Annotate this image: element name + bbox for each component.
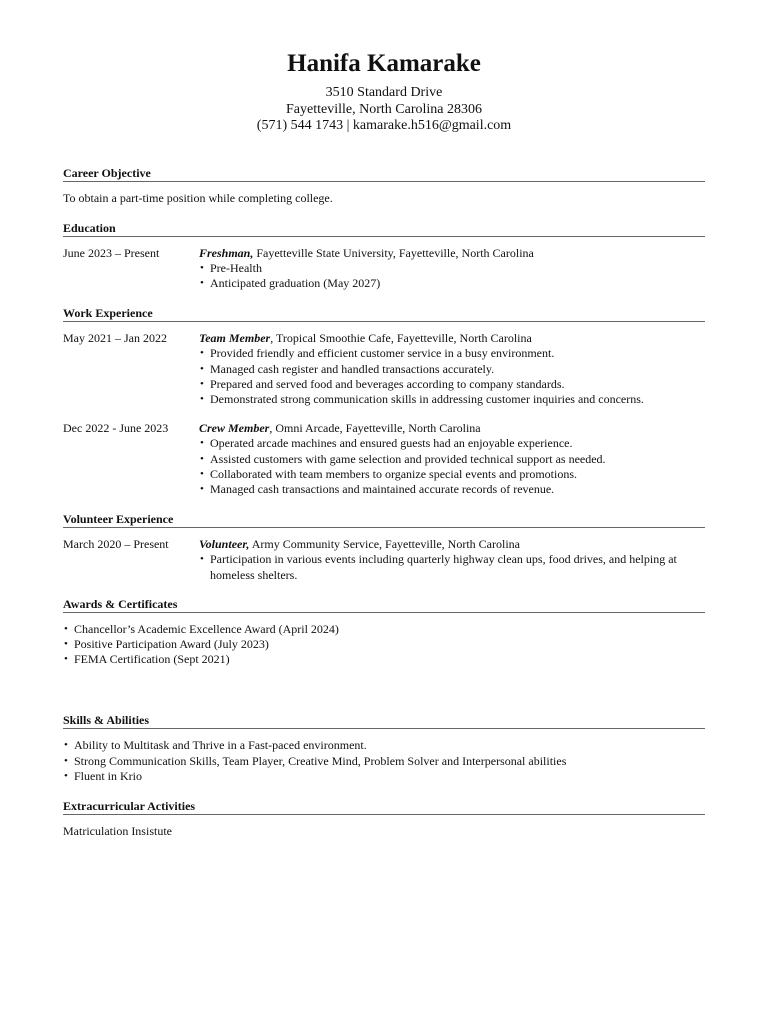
entry-body — [199, 331, 705, 407]
entry-body — [199, 421, 705, 497]
entry-date: May 2021 – Jan 2022 — [63, 331, 167, 346]
entry-org: Fayetteville State University, Fayetteville, North Carolina — [253, 245, 534, 260]
volunteer-experience-section — [63, 512, 705, 583]
education-entry — [63, 246, 705, 292]
address-line-2: Fayetteville, North Carolina 28306 — [286, 101, 482, 117]
resume-header — [63, 48, 705, 135]
list-item: • Prepared and served food and beverages according to company standards. — [199, 377, 705, 392]
career-objective-text: To obtain a part-time position while completing college. — [63, 190, 333, 205]
list-item: • Participation in various events including quarterly highway clean ups, food drives, and helping at homeless shelters. — [199, 552, 705, 582]
entry-body — [199, 537, 705, 583]
candidate-name: Hanifa Kamarake — [287, 50, 481, 77]
volunteer-entry — [63, 537, 705, 583]
entry-role: Team Member — [199, 331, 271, 346]
entry-date: June 2023 – Present — [63, 245, 160, 260]
work-experience-section — [63, 306, 705, 497]
entry-role: Volunteer, — [199, 537, 250, 552]
entry-bullets — [199, 261, 705, 291]
entry-role: Crew Member — [199, 421, 270, 436]
list-item: • Fluent in Krio — [63, 769, 705, 784]
entry-org: , Omni Arcade, Fayetteville, North Carolina — [269, 421, 481, 436]
entry-date: Dec 2022 - June 2023 — [63, 421, 169, 436]
education-section — [63, 221, 705, 292]
section-title: Career Objective — [63, 166, 705, 182]
section-title: Awards & Certificates — [63, 597, 705, 613]
list-item: • Demonstrated strong communication skills in addressing customer inquiries and concerns. — [199, 392, 705, 407]
section-title: Extracurricular Activities — [63, 799, 705, 815]
list-item: • Pre-Health — [199, 261, 705, 276]
work-entry — [63, 331, 705, 407]
extracurricular-text: Matriculation Insistute — [63, 823, 172, 838]
list-item: • FEMA Certification (Sept 2021) — [63, 652, 705, 667]
list-item: • Ability to Multitask and Thrive in a Fast-paced environment. — [63, 738, 705, 753]
resume-page — [63, 48, 705, 839]
list-item: • Collaborated with team members to organize special events and promotions. — [199, 467, 705, 482]
section-title: Education — [63, 221, 705, 237]
list-item: • Managed cash register and handled transactions accurately. — [199, 362, 705, 377]
entry-org: Army Community Service, Fayetteville, North Carolina — [249, 537, 520, 552]
entry-bullets — [199, 552, 705, 582]
entry-role: Freshman, — [199, 245, 254, 260]
section-title: Skills & Abilities — [63, 713, 705, 729]
career-objective-section — [63, 166, 705, 206]
section-title: Volunteer Experience — [63, 512, 705, 528]
list-item: • Chancellor’s Academic Excellence Award (April 2024) — [63, 622, 705, 637]
entry-body — [199, 246, 705, 292]
awards-list — [63, 622, 705, 668]
entry-date: March 2020 – Present — [63, 537, 169, 552]
list-item: • Assisted customers with game selection and provided technical support as needed. — [199, 452, 705, 467]
awards-section — [63, 597, 705, 668]
list-item: • Provided friendly and efficient customer service in a busy environment. — [199, 346, 705, 361]
extracurricular-section — [63, 799, 705, 839]
list-item: • Positive Participation Award (July 2023) — [63, 637, 705, 652]
entry-org: , Tropical Smoothie Cafe, Fayetteville, North Carolina — [270, 331, 532, 346]
list-item: • Managed cash transactions and maintained accurate records of revenue. — [199, 482, 705, 497]
section-title: Work Experience — [63, 306, 705, 322]
entry-bullets — [199, 346, 705, 407]
skills-section — [63, 713, 705, 784]
list-item: • Strong Communication Skills, Team Player, Creative Mind, Problem Solver and Interpersonal abilities — [63, 754, 705, 769]
work-entry — [63, 421, 705, 497]
entry-bullets — [199, 436, 705, 497]
list-item: • Operated arcade machines and ensured guests had an enjoyable experience. — [199, 436, 705, 451]
phone-email-line: (571) 544 1743 | kamarake.h516@gmail.com — [256, 118, 512, 133]
list-item: • Anticipated graduation (May 2027) — [199, 276, 705, 291]
address-line-1: 3510 Standard Drive — [325, 85, 443, 100]
skills-list — [63, 738, 705, 784]
